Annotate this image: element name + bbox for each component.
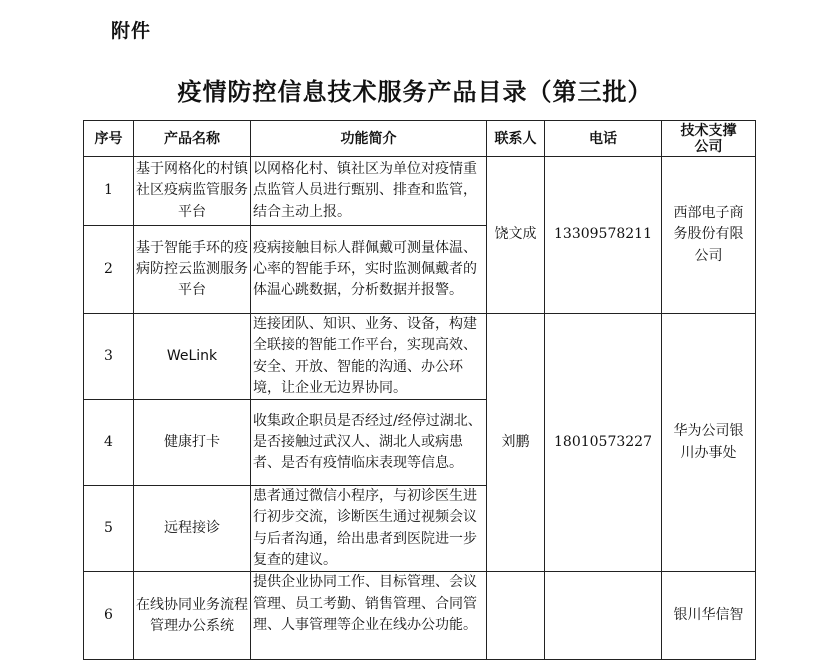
row-product-name: 基于网格化的村镇社区疫病监管服务平台: [134, 157, 251, 226]
row-phone: 13309578211: [545, 157, 662, 314]
row-function-intro: 收集政企职员是否经过/经停过湖北、是否接触过武汉人、湖北人或病患者、是否有疫情临床表现等信息。: [251, 400, 487, 486]
row-contact: [487, 572, 545, 660]
header-seq: 序号: [84, 121, 134, 157]
row-function-intro: 连接团队、知识、业务、设备，构建全联接的智能工作平台，实现高效、安全、开放、智能的沟通、办公环境，让企业无边界协同。: [251, 314, 487, 400]
row-product-name: 基于智能手环的疫病防控云监测服务平台: [134, 226, 251, 314]
table-row: [84, 572, 756, 660]
row-function-intro: 患者通过微信小程序，与初诊医生进行初步交流，诊断医生通过视频会议与后者沟通，给出患者到医院进一步复查的建议。: [251, 486, 487, 572]
row-seq: 6: [84, 572, 134, 660]
header-product-name: 产品名称: [134, 121, 251, 157]
header-contact: 联系人: [487, 121, 545, 157]
row-function-intro: 疫病接触目标人群佩戴可测量体温、心率的智能手环，实时监测佩戴者的体温心跳数据，分析数据并报警。: [251, 226, 487, 314]
table-row: [84, 314, 756, 400]
row-function-intro: 提供企业协同工作、目标管理、会议管理、员工考勤、销售管理、合同管理、人事管理等企业在线办公功能。: [251, 572, 487, 660]
row-product-name: 远程接诊: [134, 486, 251, 572]
row-seq: 3: [84, 314, 134, 400]
row-phone: 18010573227: [545, 314, 662, 572]
row-seq: 1: [84, 157, 134, 226]
row-company: 华为公司银川办事处: [662, 314, 756, 572]
row-seq: 4: [84, 400, 134, 486]
row-company: 西部电子商务股份有限公司: [662, 157, 756, 314]
row-contact: 饶文成: [487, 157, 545, 314]
row-function-intro: 以网格化村、镇社区为单位对疫情重点监管人员进行甄别、排查和监管，结合主动上报。: [251, 157, 487, 226]
table-row: [84, 157, 756, 226]
row-product-name: 在线协同业务流程管理办公系统: [134, 572, 251, 660]
row-product-name: 健康打卡: [134, 400, 251, 486]
table-header-row: [84, 121, 756, 157]
row-phone: [545, 572, 662, 660]
page-title: 疫情防控信息技术服务产品目录（第三批）: [177, 77, 653, 106]
row-company: 银川华信智: [662, 572, 756, 660]
attachment-label: 附件: [111, 20, 152, 42]
header-phone: 电话: [545, 121, 662, 157]
product-catalog-table: [83, 120, 756, 660]
row-contact: 刘鹏: [487, 314, 545, 572]
row-seq: 2: [84, 226, 134, 314]
row-product-name: WeLink: [134, 314, 251, 400]
header-function-intro: 功能简介: [251, 121, 487, 157]
header-company: 技术支撑公司: [662, 121, 756, 157]
row-seq: 5: [84, 486, 134, 572]
